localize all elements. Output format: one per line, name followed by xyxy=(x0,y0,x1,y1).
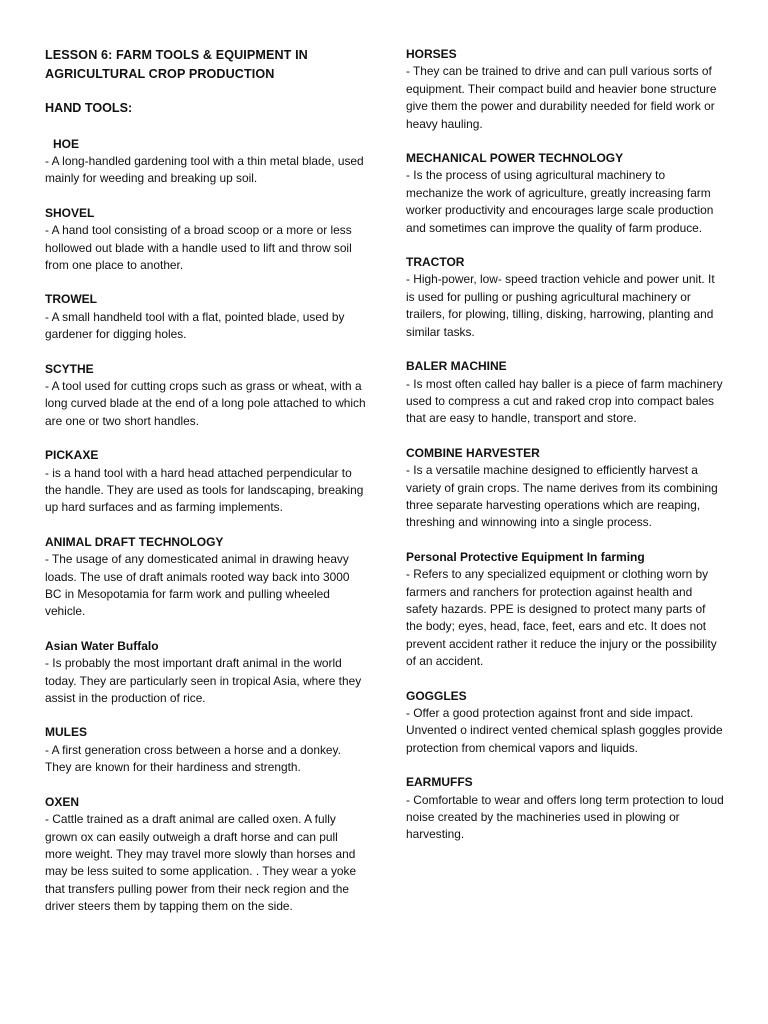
entry-text: - Is a versatile machine designed to efficiently harvest a variety of grain crops. The name derives from its combining three separate harvesting operations which are reaping, threshing and winnowing into a single process. xyxy=(406,463,718,530)
entry-pickaxe xyxy=(45,447,367,517)
entry-heading: ANIMAL DRAFT TECHNOLOGY xyxy=(45,534,224,549)
right-column xyxy=(406,46,724,861)
entry-oxen xyxy=(45,794,367,916)
entry-earmuffs xyxy=(406,774,724,844)
entry-heading: Personal Protective Equipment In farming xyxy=(406,549,645,564)
entry-combine-harvester xyxy=(406,445,724,532)
entry-heading: MULES xyxy=(45,725,87,740)
entry-heading: PICKAXE xyxy=(45,448,99,463)
entry-text: - Refers to any specialized equipment or clothing worn by farmers and ranchers for protection against health and safety hazards. PPE is designed to protect many parts of the body; eyes, head, face, feet, ears and etc. It does not prevent accident rather it reduce the injury or the possibility of an accident. xyxy=(406,567,717,669)
left-column xyxy=(45,46,367,933)
entry-text: - Offer a good protection against front and side impact. Unvented o indirect vented chemical splash goggles provide protection from chemical vapors and liquids. xyxy=(406,706,723,755)
entry-trowel xyxy=(45,291,367,343)
entry-text: - The usage of any domesticated animal in drawing heavy loads. The use of draft animals rooted way back into 3000 BC in Mesopotamia for farm work and pulling wheeled vehicle. xyxy=(45,552,350,619)
entry-text: - Is probably the most important draft animal in the world today. They are particularly seen in tropical Asia, where they assist in the production of rice. xyxy=(45,656,362,706)
entry-heading: OXEN xyxy=(45,794,80,809)
entry-asian-water-buffalo xyxy=(45,638,367,708)
entry-scythe xyxy=(45,361,367,431)
entry-text: - They can be trained to drive and can pull various sorts of equipment. Their compact build and heavier bone structure give them the power and durability needed for field work or heavy hauling. xyxy=(406,64,717,131)
entry-text: - Cattle trained as a draft animal are called oxen. A fully grown ox can easily outweigh a draft horse and can pull more weight. They may travel more slowly than horses and may be less suited to some application. . They wear a yoke that transfers pulling power from their neck region and the driver steers them by tapping them on the side. xyxy=(45,812,357,914)
entry-heading: COMBINE HARVESTER xyxy=(406,445,540,460)
entry-mules xyxy=(45,724,367,776)
entry-text: - is a hand tool with a hard head attached perpendicular to the handle. They are used as tools for landscaping, breaking up hard surfaces and as farming implements. xyxy=(45,465,364,515)
entry-goggles xyxy=(406,688,724,758)
entry-heading: MECHANICAL POWER TECHNOLOGY xyxy=(406,151,624,166)
entry-mechanical-power-technology xyxy=(406,150,724,237)
entry-baler-machine xyxy=(406,358,724,428)
entry-heading: HOE xyxy=(53,136,80,151)
entry-text: - A long-handled gardening tool with a thin metal blade, used mainly for weeding and breaking up soil. xyxy=(45,153,364,186)
entry-tractor xyxy=(406,254,724,341)
entry-text: - A tool used for cutting crops such as grass or wheat, with a long curved blade at the end of a long pole attached to which are one or two short handles. xyxy=(45,378,366,428)
entry-heading: TRACTOR xyxy=(406,255,465,270)
entry-text: - Is most often called hay baller is a piece of farm machinery used to compress a cut and raked crop into compact bales that are easy to handle, transport and store. xyxy=(406,376,723,426)
entry-text: - High-power, low- speed traction vehicle and power unit. It is used for pulling or pushing agricultural machinery or trailers, for plowing, tilling, disking, harrowing, planting and similar tasks. xyxy=(406,272,715,339)
entry-heading: SCYTHE xyxy=(45,361,94,376)
entry-text: - Is the process of using agricultural machinery to mechanize the work of agriculture, greatly increasing farm worker productivity and encourages large scale production and sometimes can improve the quality of farm produce. xyxy=(406,168,714,235)
entry-heading: Asian Water Buffalo xyxy=(45,638,159,653)
entry-heading: EARMUFFS xyxy=(406,775,473,790)
entry-heading: TROWEL xyxy=(45,292,97,307)
entry-text: - A hand tool consisting of a broad scoop or a more or less hollowed out blade with a handle used to lift and throw soil from one place to another. xyxy=(45,223,352,272)
entry-heading: SHOVEL xyxy=(45,205,95,220)
entry-hoe xyxy=(45,136,367,188)
lesson-title: LESSON 6: FARM TOOLS & EQUIPMENT IN AGRICULTURAL CROP PRODUCTION xyxy=(45,48,308,81)
entry-heading: HORSES xyxy=(406,47,457,61)
entry-shovel xyxy=(45,205,367,275)
section-heading-hand-tools: HAND TOOLS: xyxy=(45,101,133,115)
entry-heading: BALER MACHINE xyxy=(406,359,507,374)
entry-horses xyxy=(406,46,724,133)
entry-heading: GOGGLES xyxy=(406,688,467,703)
entry-animal-draft-technology xyxy=(45,534,367,621)
entry-personal-protective-equipment xyxy=(406,549,724,671)
entry-text: - A first generation cross between a horse and a donkey. They are known for their hardiness and strength. xyxy=(45,742,341,775)
entry-text: - Comfortable to wear and offers long term protection to loud noise created by the machineries used in plowing or harvesting. xyxy=(406,792,724,842)
entry-text: - A small handheld tool with a flat, pointed blade, used by gardener for digging holes. xyxy=(45,309,345,342)
